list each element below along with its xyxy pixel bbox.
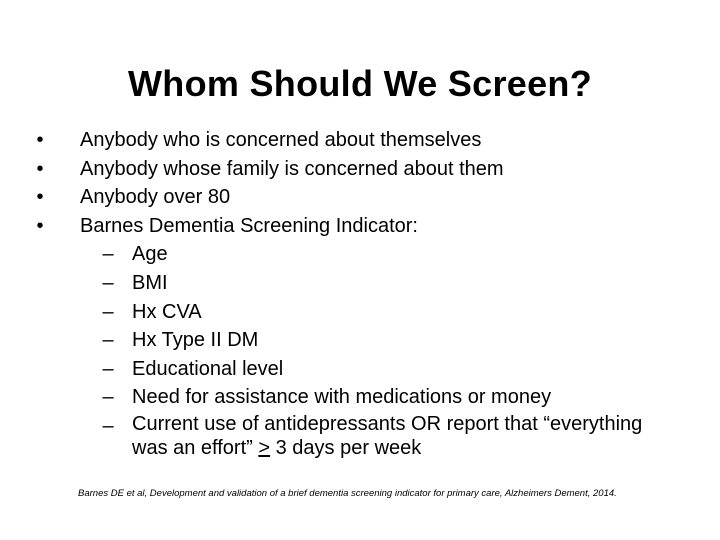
- sub-item-text: Hx Type II DM: [132, 329, 259, 352]
- bullet-dot-icon: •: [36, 129, 44, 151]
- sub-item: [80, 412, 690, 460]
- bullet-text: Anybody whose family is concerned about them: [80, 157, 504, 180]
- sub-item: [80, 355, 690, 384]
- bullet-dot-icon: •: [36, 157, 44, 180]
- sub-item: [80, 269, 690, 298]
- sub-item-text-line1: Current use of antidepressants OR report that “everything: [132, 412, 643, 435]
- bullet-item: [30, 183, 690, 212]
- sub-item-text: Educational level: [132, 357, 284, 380]
- bullet-text: Anybody who is concerned about themselves: [80, 129, 482, 151]
- dash-icon: –: [102, 243, 114, 266]
- sub-item: [80, 383, 690, 412]
- line2-pre: was an effort”: [132, 436, 253, 459]
- bullet-dot-icon: •: [36, 214, 44, 237]
- bullet-text: Barnes Dementia Screening Indicator:: [80, 214, 418, 237]
- sub-item-text: Age: [132, 243, 168, 266]
- bullet-item: [30, 126, 690, 155]
- dash-icon: –: [102, 357, 114, 380]
- bullet-dot-icon: •: [36, 186, 44, 209]
- sub-item: [80, 240, 690, 269]
- dash-icon: –: [102, 414, 114, 437]
- dash-icon: –: [102, 386, 114, 409]
- sub-item-text: Hx CVA: [132, 300, 202, 323]
- sub-list: [80, 240, 690, 460]
- slide-title: Whom Should We Screen?: [128, 63, 592, 104]
- geq-symbol: >: [258, 436, 271, 459]
- sub-item: [80, 326, 690, 355]
- dash-icon: –: [102, 329, 114, 352]
- bullet-text: Anybody over 80: [80, 186, 231, 209]
- sub-item: [80, 298, 690, 327]
- dash-icon: –: [102, 300, 114, 323]
- sub-item-text: Need for assistance with medications or money: [132, 386, 552, 409]
- bullet-item: [30, 155, 690, 184]
- dash-icon: –: [102, 271, 114, 294]
- bullet-item: [30, 212, 690, 460]
- bullet-list: [30, 126, 690, 460]
- sub-item-text: BMI: [132, 271, 168, 294]
- line2-post: 3 days per week: [275, 436, 422, 459]
- sub-item-text-line2: [132, 436, 690, 460]
- citation: Barnes DE et al, Development and validation of a brief dementia screening indicator for primary care, Alzheimers Dement, 2014.: [78, 488, 617, 499]
